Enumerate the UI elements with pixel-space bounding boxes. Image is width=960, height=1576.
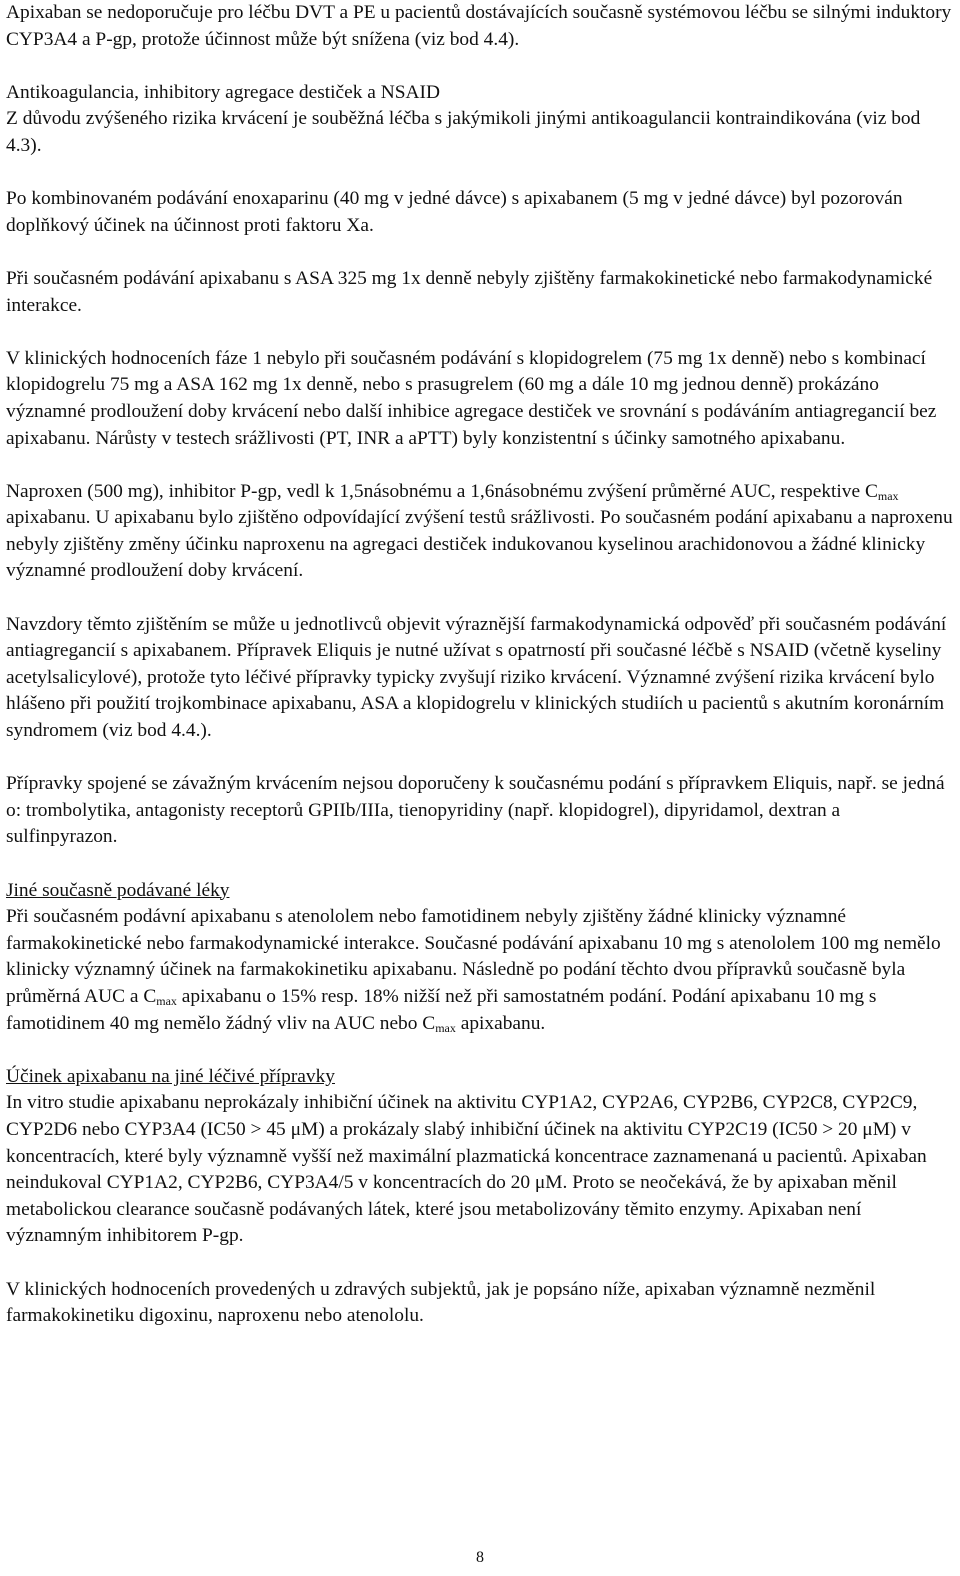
paragraph-clopidogrel: V klinických hodnoceních fáze 1 nebylo při současném podávání s klopidogrelem (75 mg 1x denně) nebo s kombinací klopidogrelu 75 mg a ASA 162 mg 1x denně, nebo s prasugrelem (60 mg a dále 10 mg jednou denně) prokázáno významné prodloužení doby krvácení nebo další inhibice agregace destiček ve srovnání s podáváním antiagregancií bez apixabanu. Nárůsty v testech srážlivosti (PT, INR a aPTT) byly konzistentní s účinky samotného apixabanu. xyxy=(6,347,937,449)
paragraph-severe-bleeding: Přípravky spojené se závažným krvácením nejsou doporučeny k současnému podání s přípravkem Eliquis, např. se jedná o: trombolytika, antagonisty receptorů GPIIb/IIIa, tienopyridiny (např. klopidogrel), dipyridamol, dextran a sulfinpyrazon. xyxy=(6,773,945,848)
cmax-subscript: max xyxy=(435,1020,456,1035)
paragraph-pharmacodynamic-response: Navzdory těmto zjištěním se může u jednotlivců objevit výraznější farmakodynamická odpověď při současném podávání antiagregancií s apixabanem. Přípravek Eliquis je nutné užívat s opatrností při současné léčbě s NSAID (včetně kyseliny acetylsalicylové), protože tyto léčivé přípravky typicky zvyšují riziko krvácení. Významné zvýšení rizika krvácení bylo hlášeno při použití trojkombinace apixabanu, ASA a klopidogrelu v klinických studiích u pacientů s akutním koronárním syndromem (viz bod 4.4.). xyxy=(6,613,947,742)
naproxen-text-1: Naproxen (500 mg), inhibitor P-gp, vedl k 1,5násobnému a 1,6násobnému zvýšení průměrné AUC, respektive C xyxy=(6,480,878,502)
heading-other-drugs: Jiné současně podávané léky xyxy=(6,879,230,901)
paragraph-anticoagulants: Z důvodu zvýšeného rizika krvácení je souběžná léčba s jakýmikoli jinými antikoagulancii kontraindikována (viz bod 4.3). xyxy=(6,108,921,156)
paragraph-asa: Při současném podávání apixabanu s ASA 325 mg 1x denně nebyly zjištěny farmakokinetické nebo farmakodynamické interakce. xyxy=(6,267,933,316)
heading-effect-on-other-drugs: Účinek apixabanu na jiné léčivé přípravky xyxy=(6,1065,335,1087)
other-drugs-text-2: apixabanu o 15% resp. 18% nižší než při samostatném podání. Podání apixabanu 10 mg s famotidinem 40 mg nemělo žádný vliv na AUC nebo C xyxy=(6,985,877,1034)
other-drugs-text-3: apixabanu. xyxy=(455,1012,546,1034)
paragraph-dvt-pe: Apixaban se nedoporučuje pro léčbu DVT a PE u pacientů dostávajících současně systémovou léčbu se silnými induktory CYP3A4 a P-gp, protože účinnost může být snížena (viz bod 4.4). xyxy=(6,2,952,50)
paragraph-healthy-subjects: V klinických hodnoceních provedených u zdravých subjektů, jak je popsáno níže, apixaban významně nezměnil farmakokinetiku digoxinu, naproxenu nebo atenololu. xyxy=(6,1278,876,1327)
paragraph-other-drugs xyxy=(6,904,954,1037)
paragraph-enoxaparin: Po kombinovaném podávání enoxaparinu (40 mg v jedné dávce) s apixabanem (5 mg v jedné dávce) byl pozorován doplňkový účinek na účinnost proti faktoru Xa. xyxy=(6,188,903,236)
paragraph-naproxen xyxy=(6,479,954,585)
document-body xyxy=(6,0,954,1356)
cmax-subscript: max xyxy=(156,993,177,1008)
naproxen-text-2: apixabanu. U apixabanu bylo zjištěno odpovídající zvýšení testů srážlivosti. Po současném podání apixabanu a naproxenu nebyly zjištěny změny účinku naproxenu na agregaci destiček indukovanou kyselinou arachidonovou a žádné klinicky významné prodloužení doby krvácení. xyxy=(6,507,953,582)
page-number: 8 xyxy=(476,1549,484,1566)
cmax-subscript: max xyxy=(877,488,899,503)
heading-anticoagulants: Antikoagulancia, inhibitory agregace destiček a NSAID xyxy=(6,81,440,103)
paragraph-effect-on-other-drugs: In vitro studie apixabanu neprokázaly inhibiční účinek na aktivitu CYP1A2, CYP2A6, CYP2B6, CYP2C8, CYP2C9, CYP2D6 nebo CYP3A4 (IC50 > 45 μM) a prokázaly slabý inhibiční účinek na aktivitu CYP2C19 (IC50 > 20 μM) v koncentracích, které byly významně vyšší než maximální plazmatická koncentrace zaznamenaná u pacientů. Apixaban neindukoval CYP1A2, CYP2B6, CYP3A4/5 v koncentracích do 20 μM. Proto se neočekává, že by apixaban měnil metabolickou clearance současně podávaných látek, které jsou metabolizovány těmito enzymy. Apixaban není významným inhibitorem P-gp. xyxy=(6,1092,927,1247)
other-drugs-text-1: Při současném podávní apixabanu s atenololem nebo famotidinem nebyly zjištěny žádné klinicky významné farmakokinetické nebo farmakodynamické interakce. Současné podávání apixabanu 10 mg s atenololem 100 mg nemělo klinicky významný účinek na farmakokinetiku apixabanu. Následně po podání těchto dvou přípravků současně byla průměrná AUC a C xyxy=(6,906,941,1007)
